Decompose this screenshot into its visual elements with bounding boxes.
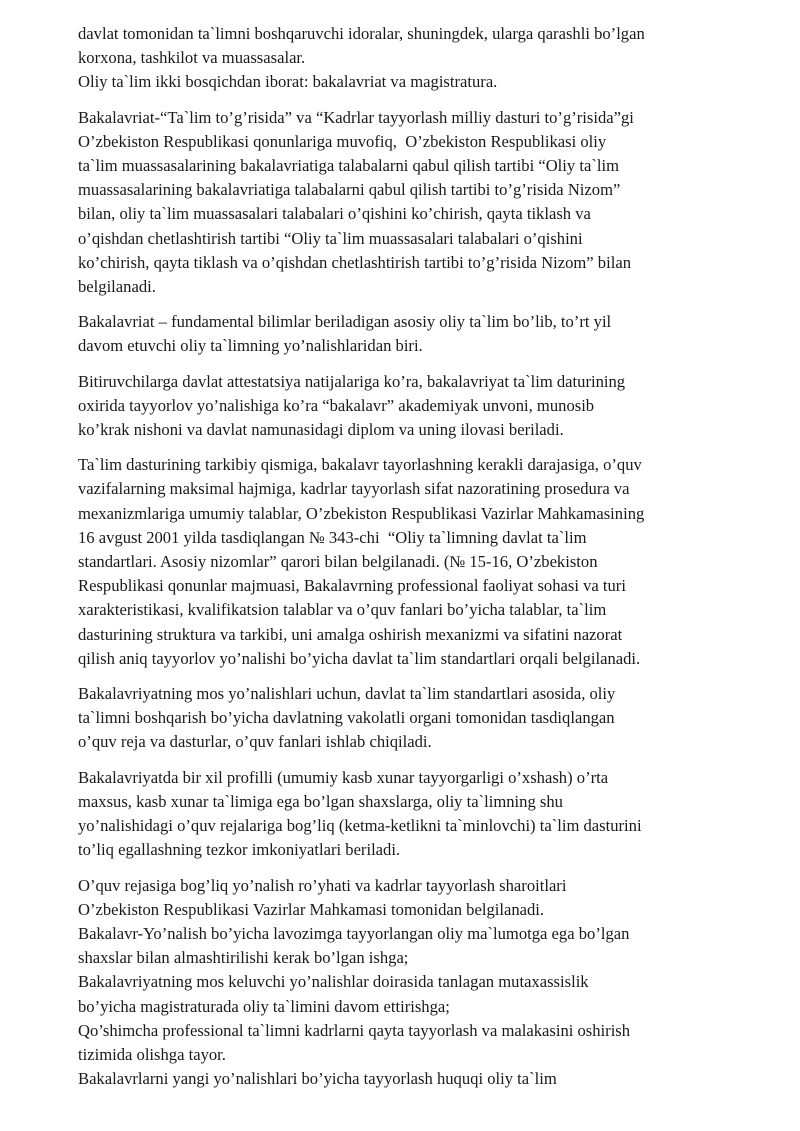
text-line: Qo’shimcha professional ta`limni kadrlarni qayta tayyorlash va malakasini oshirish	[78, 1020, 631, 1040]
text-line: oxirida tayyorlov yo’nalishiga ko’ra “bakalavr” akademiyak unvoni, munosib	[78, 395, 595, 415]
text-line: davom etuvchi oliy ta`limning yo’nalishlaridan biri.	[78, 336, 423, 356]
paragraph	[78, 310, 728, 358]
text-line: shaxslar bilan almashtirilishi kerak bo’lgan ishga;	[78, 948, 409, 968]
document-page	[78, 22, 728, 1102]
text-line: O’zbekiston Respublikasi qonunlariga muvofiq, O’zbekiston Respublikasi oliy	[78, 131, 607, 151]
paragraph	[78, 682, 728, 755]
text-line: ko’chirish, qayta tiklash va o’qishdan chetlashtirish tartibi to’g’risida Nizom” bilan	[78, 252, 631, 272]
paragraph	[78, 453, 728, 671]
text-line: to’liq egallashning tezkor imkoniyatlari beriladi.	[78, 840, 401, 860]
text-line: standartlari. Asosiy nizomlar” qarori bilan belgilanadi. (№ 15-16, O’zbekiston	[78, 552, 598, 572]
paragraph	[78, 22, 728, 95]
text-line: Bitiruvchilarga davlat attestatsiya natijalariga ko’ra, bakalavriyat ta`lim daturining	[78, 371, 626, 391]
text-line: ta`lim muassasalarining bakalavriatiga talabalarni qabul qilish tartibi “Oliy ta`lim	[78, 156, 619, 176]
text-line: o’quv reja va dasturlar, o’quv fanlari ishlab chiqiladi.	[78, 732, 432, 752]
text-line: Bakalavriyatning mos yo’nalishlari uchun, davlat ta`lim standartlari asosida, oliy	[78, 684, 616, 704]
text-line: bo’yicha magistraturada oliy ta`limini davom ettirishga;	[78, 996, 450, 1016]
text-line: maxsus, kasb xunar ta`limiga ega bo’lgan shaxslarga, oliy ta`limning shu	[78, 791, 563, 811]
text-line: ko’krak nishoni va davlat namunasidagi diplom va uning ilovasi beriladi.	[78, 420, 564, 440]
text-line: korxona, tashkilot va muassasalar.	[78, 48, 306, 68]
text-line: dasturining struktura va tarkibi, uni amalga oshirish mexanizmi va sifatini nazorat	[78, 624, 623, 644]
text-line: O’zbekiston Respublikasi Vazirlar Mahkamasi tomonidan belgilanadi.	[78, 899, 545, 919]
text-line: mexanizmlariga umumiy talablar, O’zbekiston Respublikasi Vazirlar Mahkamasining	[78, 503, 645, 523]
paragraph	[78, 106, 728, 300]
paragraph	[78, 874, 728, 1092]
text-line: o’qishdan chetlashtirish tartibi “Oliy ta`lim muassasalari talabalari o’qishini	[78, 228, 583, 248]
text-line: Oliy ta`lim ikki bosqichdan iborat: bakalavriat va magistratura.	[78, 72, 498, 92]
text-line: Bakalavrlarni yangi yo’nalishlari bo’yicha tayyorlash huquqi oliy ta`lim	[78, 1069, 557, 1089]
text-line: Bakalavriyatning mos keluvchi yo’nalishlar doirasida tanlagan mutaxassislik	[78, 972, 589, 992]
text-line: vazifalarning maksimal hajmiga, kadrlar tayyorlash sifat nazoratining prosedura va	[78, 479, 630, 499]
text-line: muassasalarining bakalavriatiga talabalarni qabul qilish tartibi to’g’risida Nizom”	[78, 180, 621, 200]
text-line: O’quv rejasiga bog’liq yo’nalish ro’yhati va kadrlar tayyorlash sharoitlari	[78, 875, 567, 895]
text-line: tizimida olishga tayor.	[78, 1044, 226, 1064]
text-line: Bakalavriat – fundamental bilimlar beriladigan asosiy oliy ta`lim bo’lib, to’rt yil	[78, 312, 612, 332]
text-line: bilan, oliy ta`lim muassasalari talabalari o’qishini ko’chirish, qayta tiklash va	[78, 204, 591, 224]
text-line: yo’nalishidagi o’quv rejalariga bog’liq (ketma-ketlikni ta`minlovchi) ta`lim dasturini	[78, 816, 642, 836]
text-line: xarakteristikasi, kvalifikatsion talablar va o’quv fanlari bo’yicha talablar, ta`lim	[78, 600, 607, 620]
text-line: qilish aniq tayyorlov yo’nalishi bo’yicha davlat ta`lim standartlari orqali belgilanadi.	[78, 648, 641, 668]
paragraph	[78, 766, 728, 863]
text-line: davlat tomonidan ta`limni boshqaruvchi idoralar, shuningdek, ularga qarashli bo’lgan	[78, 24, 645, 43]
paragraph	[78, 370, 728, 443]
text-line: belgilanadi.	[78, 277, 156, 297]
text-line: Bakalavr-Yo’nalish bo’yicha lavozimga tayyorlangan oliy ma`lumotga ega bo’lgan	[78, 923, 630, 943]
text-line: Ta`lim dasturining tarkibiy qismiga, bakalavr tayorlashning kerakli darajasiga, o’quv	[78, 455, 642, 475]
text-line: 16 avgust 2001 yilda tasdiqlangan № 343-chi “Oliy ta`limning davlat ta`lim	[78, 527, 587, 547]
text-line: Respublikasi qonunlar majmuasi, Bakalavrning professional faoliyat sohasi va turi	[78, 576, 626, 596]
text-line: Bakalavriat-“Ta`lim to’g’risida” va “Kadrlar tayyorlash milliy dasturi to’g’risida”gi	[78, 107, 634, 127]
text-line: ta`limni boshqarish bo’yicha davlatning vakolatli organi tomonidan tasdiqlangan	[78, 708, 615, 728]
text-line: Bakalavriyatda bir xil profilli (umumiy kasb xunar tayyorgarligi o’xshash) o’rta	[78, 767, 609, 787]
